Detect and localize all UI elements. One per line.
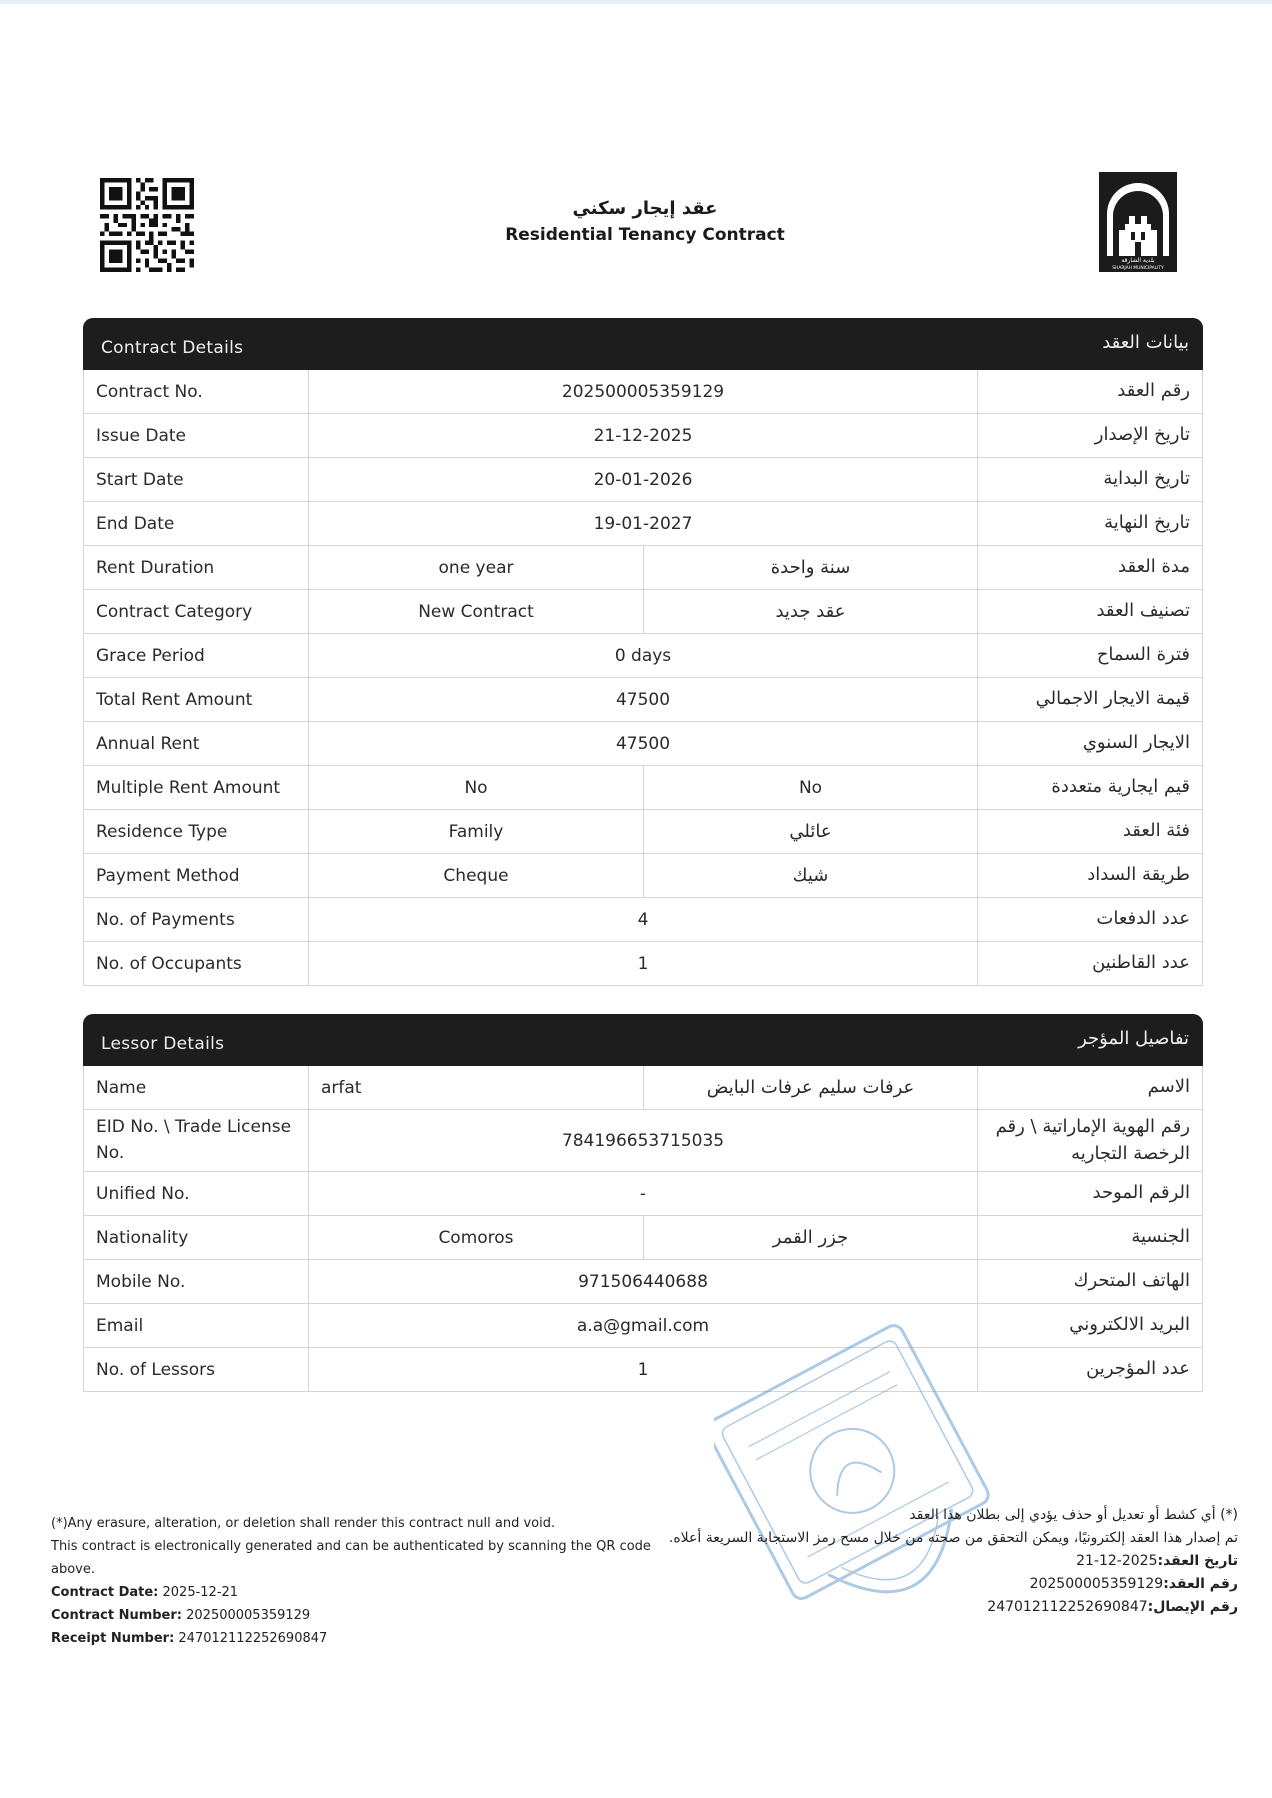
label-en: No. of Payments (84, 898, 309, 941)
label-ar: قيم ايجارية متعددة (977, 766, 1202, 809)
value-en: one year (438, 557, 514, 578)
contract-details-header (83, 318, 1203, 370)
table-row (83, 1110, 1203, 1172)
value-en: Family (448, 821, 504, 842)
qr-code-icon (100, 178, 194, 272)
label-ar: عدد الدفعات (977, 898, 1202, 941)
label-en: Contract No. (84, 370, 309, 413)
label-en: Multiple Rent Amount (84, 766, 309, 809)
value-ar: No (643, 766, 977, 809)
lessor-details-header (83, 1014, 1203, 1066)
label-ar: قيمة الايجار الاجمالي (977, 678, 1202, 721)
value: 21-12-2025 (593, 425, 693, 446)
table-row (83, 766, 1203, 810)
section-title-en: Lessor Details (101, 1034, 225, 1054)
footer-contract-date: Contract Date: 2025-12-21 (51, 1585, 239, 1600)
table-row (83, 1348, 1203, 1392)
value-en: Cheque (443, 865, 509, 886)
table-row (83, 1304, 1203, 1348)
label-en: No. of Lessors (84, 1348, 309, 1391)
value: 202500005359129 (561, 381, 725, 402)
value-en: No (464, 777, 488, 798)
footer-arabic (668, 1504, 1238, 1619)
table-row (83, 1172, 1203, 1216)
label-en: No. of Occupants (84, 942, 309, 985)
table-row (83, 1216, 1203, 1260)
label-en: End Date (84, 502, 309, 545)
footer-receipt-number-ar: رقم الإيصال:247012112252690847 (987, 1599, 1238, 1615)
label-en: Mobile No. (84, 1260, 309, 1303)
label-en: Email (84, 1304, 309, 1347)
label-ar: فترة السماح (977, 634, 1202, 677)
value: 1 (637, 1359, 649, 1380)
table-row (83, 370, 1203, 414)
value: 47500 (615, 733, 671, 754)
label-ar: فئة العقد (977, 810, 1202, 853)
value: 784196653715035 (561, 1130, 725, 1151)
value-ar: عقد جديد (643, 590, 977, 633)
label-ar: الايجار السنوي (977, 722, 1202, 765)
label-en: Annual Rent (84, 722, 309, 765)
label-en: Nationality (84, 1216, 309, 1259)
label-ar: عدد المؤجرين (977, 1348, 1202, 1391)
label-ar: مدة العقد (977, 546, 1202, 589)
table-row (83, 898, 1203, 942)
label-ar: البريد الالكتروني (977, 1304, 1202, 1347)
footer-authentication-note: This contract is electronically generated and can be authenticated by scanning the QR code above. (51, 1539, 651, 1577)
section-title-en: Contract Details (101, 338, 244, 358)
label-ar: الرقم الموحد (977, 1172, 1202, 1215)
label-ar: طريقة السداد (977, 854, 1202, 897)
contract-details-section (83, 318, 1203, 986)
table-row (83, 634, 1203, 678)
label-ar: تاريخ البداية (977, 458, 1202, 501)
value: 971506440688 (578, 1271, 708, 1292)
footer-receipt-number: Receipt Number: 247012112252690847 (51, 1631, 328, 1646)
label-ar: الاسم (977, 1066, 1202, 1109)
footer-disclaimer-ar: (*) أي كشط أو تعديل أو حذف يؤدي إلى بطلان هذا العقد (909, 1507, 1238, 1523)
label-en: Issue Date (84, 414, 309, 457)
value: 47500 (615, 689, 671, 710)
section-title-ar: بيانات العقد (1102, 332, 1189, 353)
table-row (83, 678, 1203, 722)
section-title-ar: تفاصيل المؤجر (1078, 1028, 1189, 1049)
table-row (83, 590, 1203, 634)
value: 1 (637, 953, 649, 974)
footer-contract-date-ar: تاريخ العقد:2025-12-21 (1076, 1553, 1238, 1569)
label-en: Contract Category (84, 590, 309, 633)
footer-contract-number-ar: رقم العقد:202500005359129 (1029, 1576, 1238, 1592)
value: 0 days (614, 645, 672, 666)
label-ar: تاريخ الإصدار (977, 414, 1202, 457)
table-row (83, 942, 1203, 986)
footer-english (51, 1512, 651, 1650)
label-en: EID No. \ Trade License No. (84, 1110, 309, 1171)
top-border-line (0, 0, 1272, 4)
value-en: arfat (321, 1077, 362, 1098)
value-en: New Contract (418, 601, 534, 622)
label-en: Total Rent Amount (84, 678, 309, 721)
label-ar: الجنسية (977, 1216, 1202, 1259)
table-row (83, 854, 1203, 898)
table-row (83, 1260, 1203, 1304)
label-ar: عدد القاطنين (977, 942, 1202, 985)
label-en: Payment Method (84, 854, 309, 897)
label-ar: رقم الهوية الإماراتية \ رقم الرخصة التجاريه (977, 1110, 1202, 1171)
table-row (83, 458, 1203, 502)
table-row (83, 414, 1203, 458)
label-ar: تاريخ النهاية (977, 502, 1202, 545)
table-row (83, 502, 1203, 546)
footer-disclaimer: (*)Any erasure, alteration, or deletion shall render this contract null and void. (51, 1516, 556, 1531)
label-ar: رقم العقد (977, 370, 1202, 413)
document-title (440, 198, 850, 245)
sharjah-municipality-logo (1097, 170, 1179, 274)
lessor-details-section (83, 1014, 1203, 1392)
label-en: Rent Duration (84, 546, 309, 589)
svg-text:بلدية الشارقة: بلدية الشارقة (1121, 257, 1155, 264)
value: - (639, 1183, 647, 1204)
value: 4 (637, 909, 649, 930)
table-row (83, 810, 1203, 854)
title-arabic: عقد إيجار سكني (572, 198, 718, 219)
label-en: Name (84, 1066, 309, 1109)
label-ar: تصنيف العقد (977, 590, 1202, 633)
value-ar: عرفات سليم عرفات البايض (643, 1066, 977, 1109)
table-row (83, 546, 1203, 590)
value-en: Comoros (438, 1227, 514, 1248)
footer-contract-number: Contract Number: 202500005359129 (51, 1608, 311, 1623)
label-en: Residence Type (84, 810, 309, 853)
label-ar: الهاتف المتحرك (977, 1260, 1202, 1303)
value-ar: شيك (643, 854, 977, 897)
label-en: Unified No. (84, 1172, 309, 1215)
value: 19-01-2027 (593, 513, 693, 534)
value-ar: عائلي (643, 810, 977, 853)
label-en: Start Date (84, 458, 309, 501)
value-ar: سنة واحدة (643, 546, 977, 589)
label-en: Grace Period (84, 634, 309, 677)
table-row (83, 1066, 1203, 1110)
title-english: Residential Tenancy Contract (505, 225, 785, 245)
svg-text:SHARJAH MUNICIPALITY: SHARJAH MUNICIPALITY (1112, 266, 1164, 271)
value: a.a@gmail.com (576, 1315, 710, 1336)
value: 20-01-2026 (593, 469, 693, 490)
footer-authentication-note-ar: تم إصدار هذا العقد إلكترونيًا، ويمكن التحقق من صحته من خلال مسح رمز الاستجابة السريعة أعلاه. (668, 1530, 1238, 1546)
value-ar: جزر القمر (643, 1216, 977, 1259)
table-row (83, 722, 1203, 766)
